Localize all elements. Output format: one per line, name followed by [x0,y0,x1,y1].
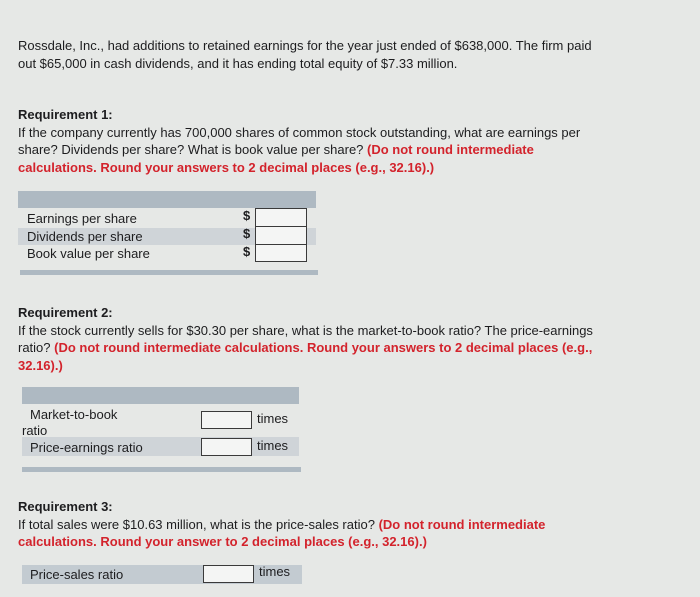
earnings-per-share-input[interactable] [255,208,307,227]
requirement-2 [18,304,608,374]
dividends-per-share-input[interactable] [255,226,307,245]
requirement-3-instruction: (Do not round intermediate calculations. Round your answer to 2 decimal places (e.g., 32.16).) [18,516,546,549]
requirement-2-heading: Requirement 2: [18,305,113,320]
table-2-footer-bar [22,467,301,472]
currency-symbol: $ [243,226,251,241]
requirement-3 [18,498,608,551]
price-earnings-label: Price-earnings ratio [30,440,143,455]
table-1-footer-bar [20,270,318,275]
book-value-per-share-label: Book value per share [27,246,150,261]
requirement-3-question: If total sales were $10.63 million, what is the price-sales ratio? [18,516,379,532]
earnings-per-share-label: Earnings per share [27,211,137,226]
unit-label: times [257,438,289,453]
requirement-1-question: If the company currently has 700,000 shares of common stock outstanding, what are earnings per share? Dividends per share? What is book value per share? [18,124,581,157]
requirement-2-question: If the stock currently sells for $30.30 per share, what is the market-to-book ratio? The price-earnings ratio? [18,322,593,355]
problem-intro: Rossdale, Inc., had additions to retained earnings for the year just ended of $638,000. The firm paid out $65,000 in cash dividends, and it has ending total equity of $7.33 million. [18,38,592,71]
price-sales-label: Price-sales ratio [30,567,124,582]
requirement-2-instruction: (Do not round intermediate calculations. Round your answers to 2 decimal places (e.g., 32.16).) [18,340,593,373]
requirement-3-heading: Requirement 3: [18,499,113,514]
price-sales-input[interactable] [203,565,254,583]
requirement-1-instruction: (Do not round intermediate calculations. Round your answers to 2 decimal places (e.g., 32.16).) [18,142,534,175]
currency-symbol: $ [243,244,251,259]
table-1-header-bar [18,191,316,208]
table-2-header-bar [22,387,299,404]
market-to-book-label: Market-to-book [30,407,118,422]
price-earnings-input[interactable] [201,438,252,456]
unit-label: times [259,564,291,579]
dividends-per-share-label: Dividends per share [27,229,143,244]
requirement-1-heading: Requirement 1: [18,107,113,122]
unit-label: times [257,411,289,426]
market-to-book-label-line2: ratio [22,423,48,438]
currency-symbol: $ [243,208,251,223]
market-to-book-input[interactable] [201,411,252,429]
requirement-1 [18,106,608,176]
book-value-per-share-input[interactable] [255,244,307,262]
